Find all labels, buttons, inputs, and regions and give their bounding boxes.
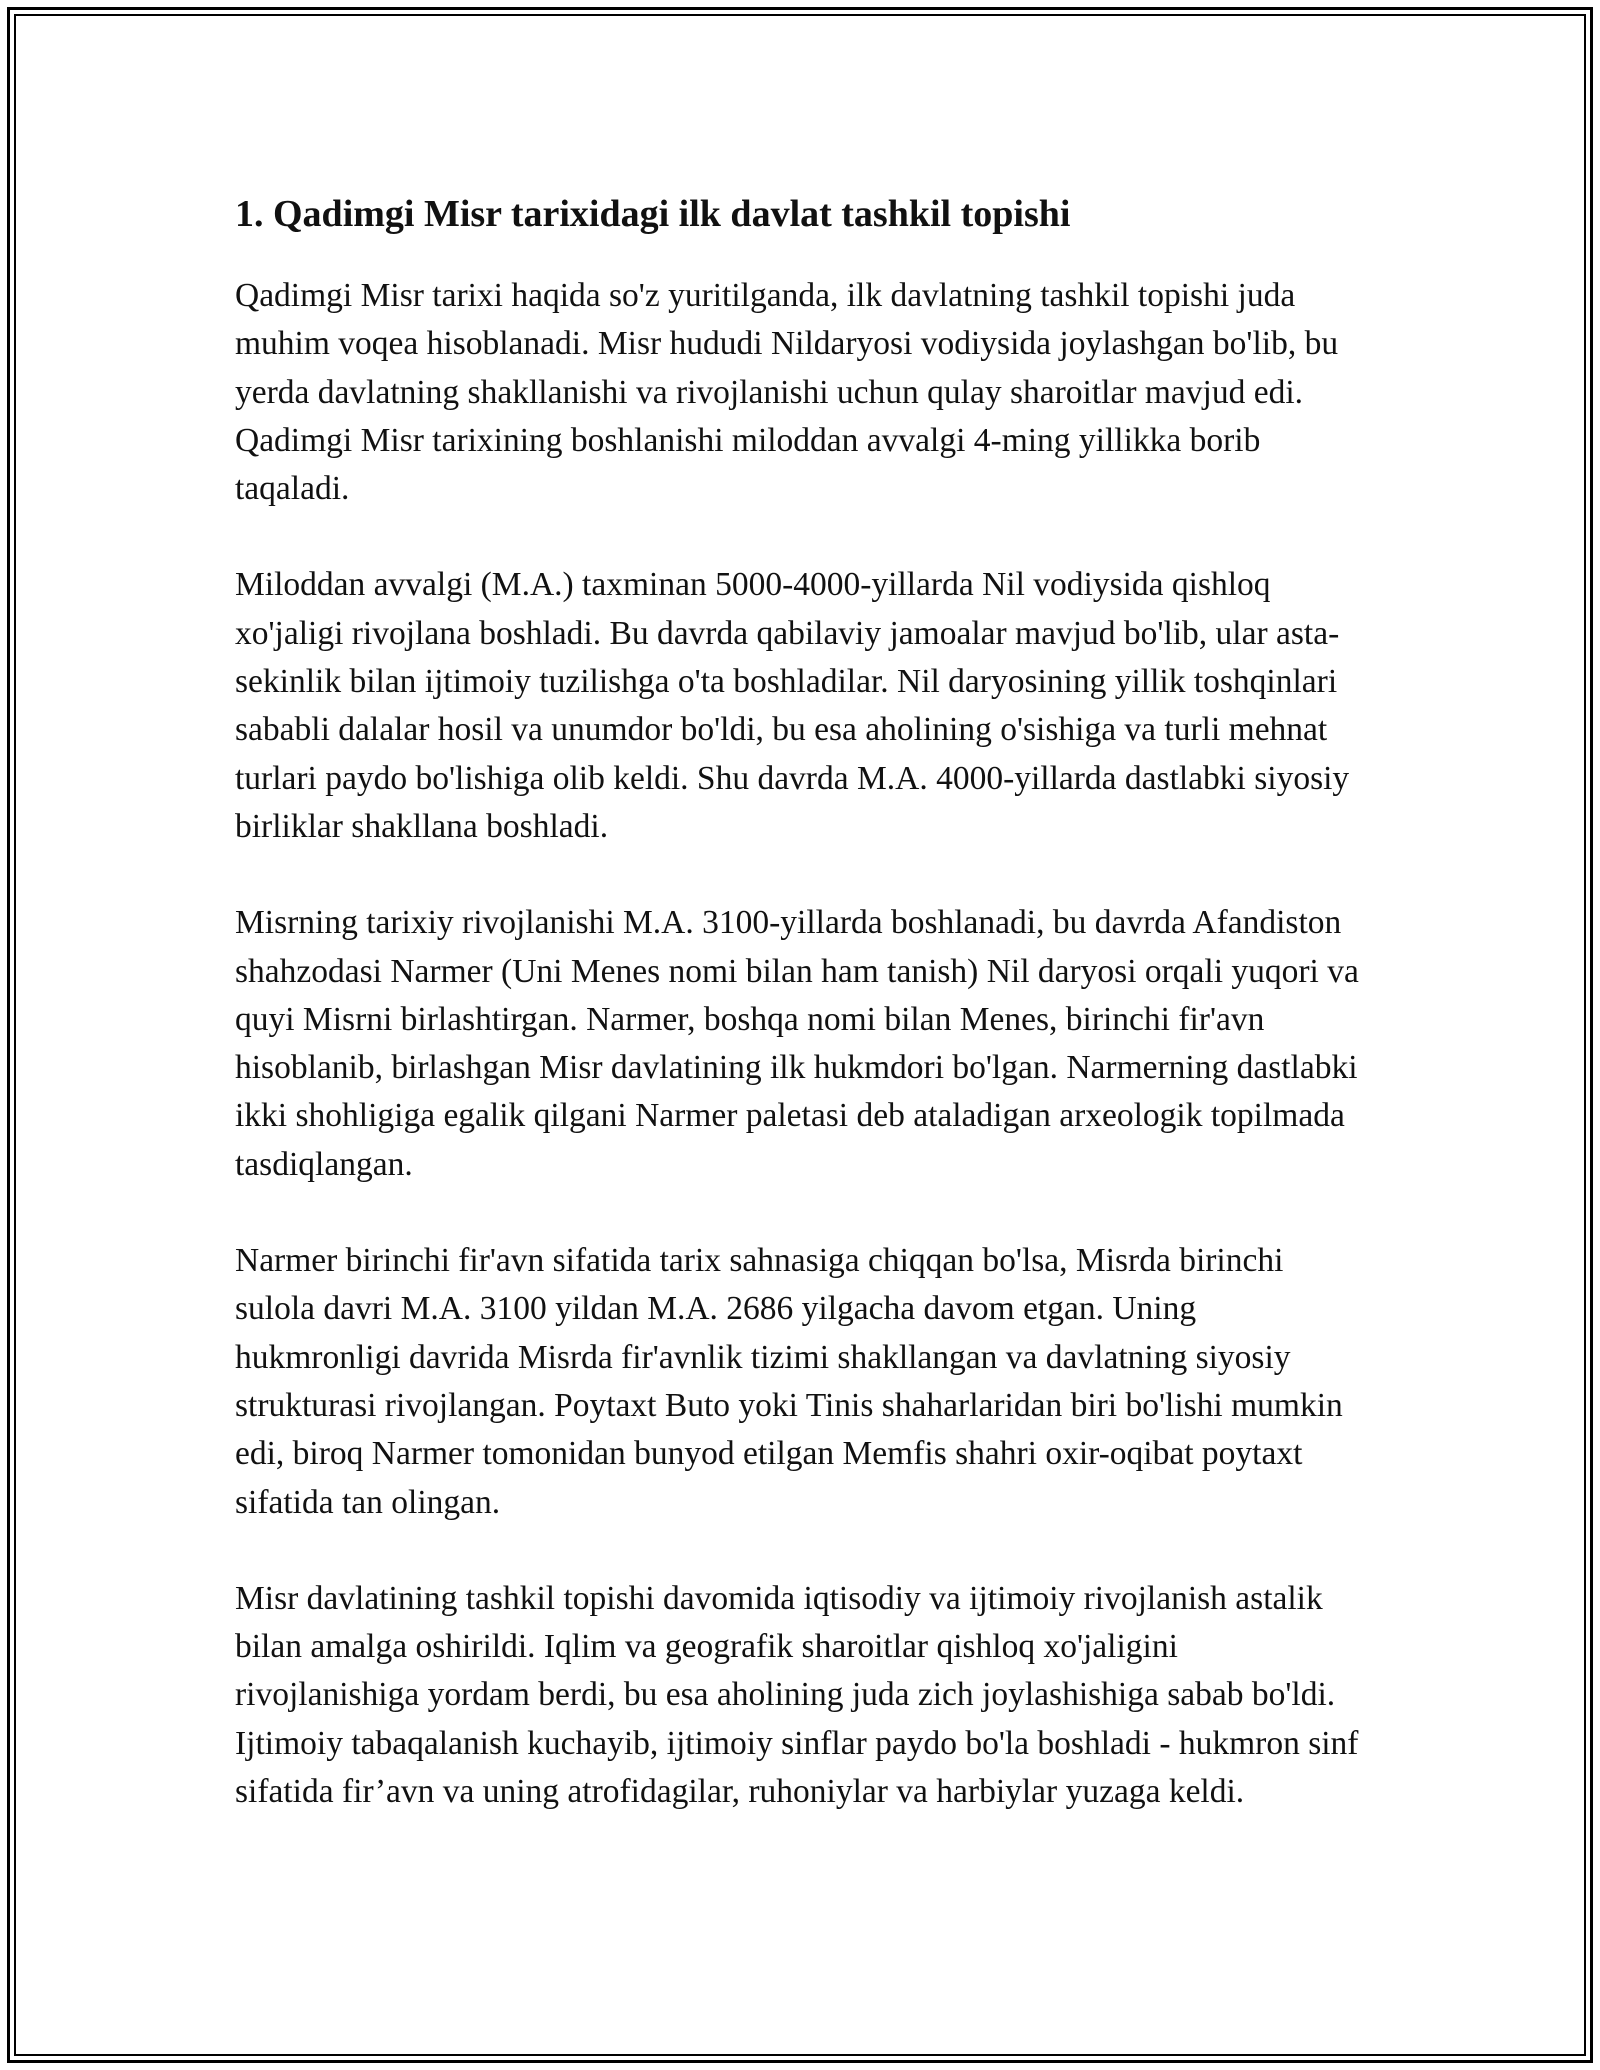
paragraph-1: Qadimgi Misr tarixi haqida so'z yuritilganda, ilk davlatning tashkil topishi juda muhim voqea hisoblanadi. Misr hududi Nildaryosi vodiysida joylashgan bo'lib, bu yerda davlatning shakllanishi va rivojlanishi uchun qulay sharoitlar mavjud edi. Qadimgi Misr tarixining boshlanishi miloddan avvalgi 4-ming yillikka borib taqaladi. <box>235 277 1339 508</box>
page-title: 1. Qadimgi Misr tarixidagi ilk davlat tashkil topishi <box>235 193 1071 235</box>
paragraph-5: Misr davlatining tashkil topishi davomida iqtisodiy va ijtimoiy rivojlanish astalik bilan amalga oshirildi. Iqlim va geografik sharoitlar qishloq xo'jaligini rivojlanishiga yordam berdi, bu esa aholining juda zich joylashishiga sabab bo'ldi. Ijtimoiy tabaqalanish kuchayib, ijtimoiy sinflar paydo bo'la boshladi - hukmron sinf sifatida fir’avn va uning atrofidagilar, ruhoniylar va harbiylar yuzaga keldi. <box>235 1579 1359 1811</box>
paragraph-3: Misrning tarixiy rivojlanishi M.A. 3100-yillarda boshlanadi, bu davrda Afandiston shahzodasi Narmer (Uni Menes nomi bilan ham tanish) Nil daryosi orqali yuqori va quyi Misrni birlashtirgan. Narmer, boshqa nomi bilan Menes, birinchi fir'avn hisoblanib, birlashgan Misr davlatining ilk hukmdori bo'lgan. Narmerning dastlabki ikki shohligiga egalik qilgani Narmer paletasi deb ataladigan arxeologik topilmada tasdiqlangan. <box>235 904 1359 1183</box>
paragraph-4: Narmer birinchi fir'avn sifatida tarix sahnasiga chiqqan bo'lsa, Misrda birinchi sulola davri M.A. 3100 yildan M.A. 2686 yilgacha davom etgan. Uning hukmronligi davrida Misrda fir'avnlik tizimi shakllangan va davlatning siyosiy strukturasi rivojlangan. Poytaxt Buto yoki Tinis shaharlaridan biri bo'lishi mumkin edi, biroq Narmer tomonidan bunyod etilgan Memfis shahri oxir-oqibat poytaxt sifatida tan olingan. <box>235 1242 1343 1521</box>
document-body <box>235 188 1365 1864</box>
paragraph-2: Miloddan avvalgi (M.A.) taxminan 5000-4000-yillarda Nil vodiysida qishloq xo'jaligi rivojlana boshladi. Bu davrda qabilaviy jamoalar mavjud bo'lib, ular asta-sekinlik bilan ijtimoiy tuzilishga o'ta boshladilar. Nil daryosining yillik toshqinlari sababli dalalar hosil va unumdor bo'ldi, bu esa aholining o'sishiga va turli mehnat turlari paydo bo'lishiga olib keldi. Shu davrda M.A. 4000-yillarda dastlabki siyosiy birliklar shakllana boshladi. <box>235 566 1350 845</box>
